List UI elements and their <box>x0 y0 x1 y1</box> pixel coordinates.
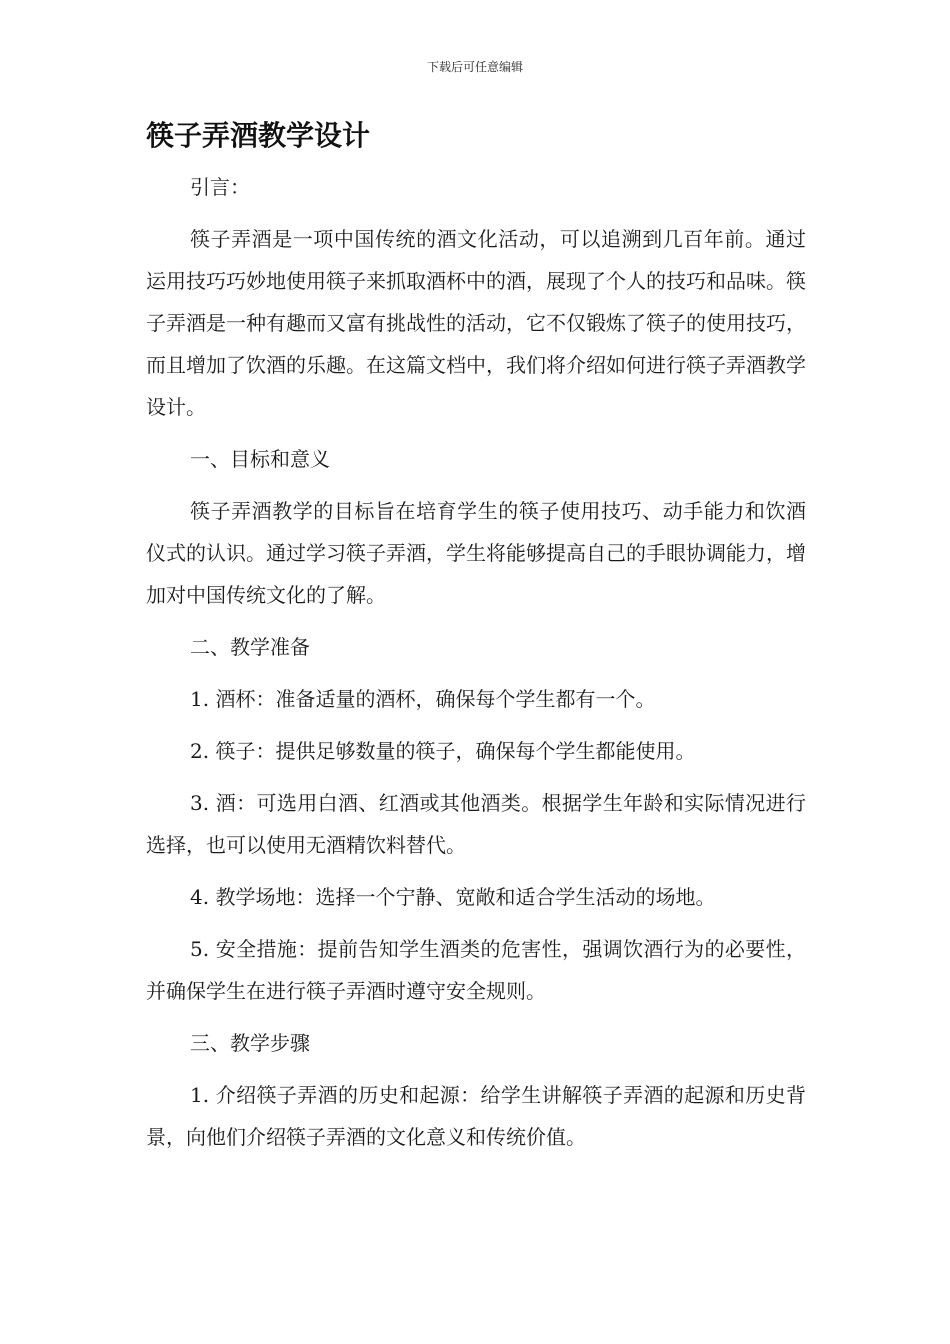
list-item: 1. 介绍筷子弄酒的历史和起源：给学生讲解筷子弄酒的起源和历史背景，向他们介绍筷子弄酒的文化意义和传统价值。 <box>146 1083 806 1149</box>
intro-paragraph: 筷子弄酒是一项中国传统的酒文化活动，可以追溯到几百年前。通过运用技巧巧妙地使用筷子来抓取酒杯中的酒，展现了个人的技巧和品味。筷子弄酒是一种有趣而又富有挑战性的活动，它不仅锻炼了筷子的使用技巧，而且增加了饮酒的乐趣。在这篇文档中，我们将介绍如何进行筷子弄酒教学设计。 <box>146 227 806 419</box>
section-heading-goals: 一、目标和意义 <box>190 447 330 471</box>
document-title: 筷子弄酒教学设计 <box>146 119 371 152</box>
list-item: 4. 教学场地：选择一个宁静、宽敞和适合学生活动的场地。 <box>190 885 716 909</box>
header-note: 下载后可任意编辑 <box>426 60 523 74</box>
intro-heading: 引言： <box>190 175 250 199</box>
document-body <box>146 166 806 1168</box>
section-heading-steps: 三、教学步骤 <box>190 1031 310 1055</box>
list-item: 5. 安全措施：提前告知学生酒类的危害性，强调饮酒行为的必要性，并确保学生在进行筷子弄酒时遵守安全规则。 <box>146 937 806 1003</box>
section-heading-preparation: 二、教学准备 <box>190 635 310 659</box>
list-item: 1. 酒杯：准备适量的酒杯，确保每个学生都有一个。 <box>190 687 656 711</box>
goals-paragraph: 筷子弄酒教学的目标旨在培育学生的筷子使用技巧、动手能力和饮酒仪式的认识。通过学习筷子弄酒，学生将能够提高自己的手眼协调能力，增加对中国传统文化的了解。 <box>146 499 806 607</box>
list-item: 2. 筷子：提供足够数量的筷子，确保每个学生都能使用。 <box>190 739 696 763</box>
list-item: 3. 酒：可选用白酒、红酒或其他酒类。根据学生年龄和实际情况进行选择，也可以使用无酒精饮料替代。 <box>146 791 806 857</box>
